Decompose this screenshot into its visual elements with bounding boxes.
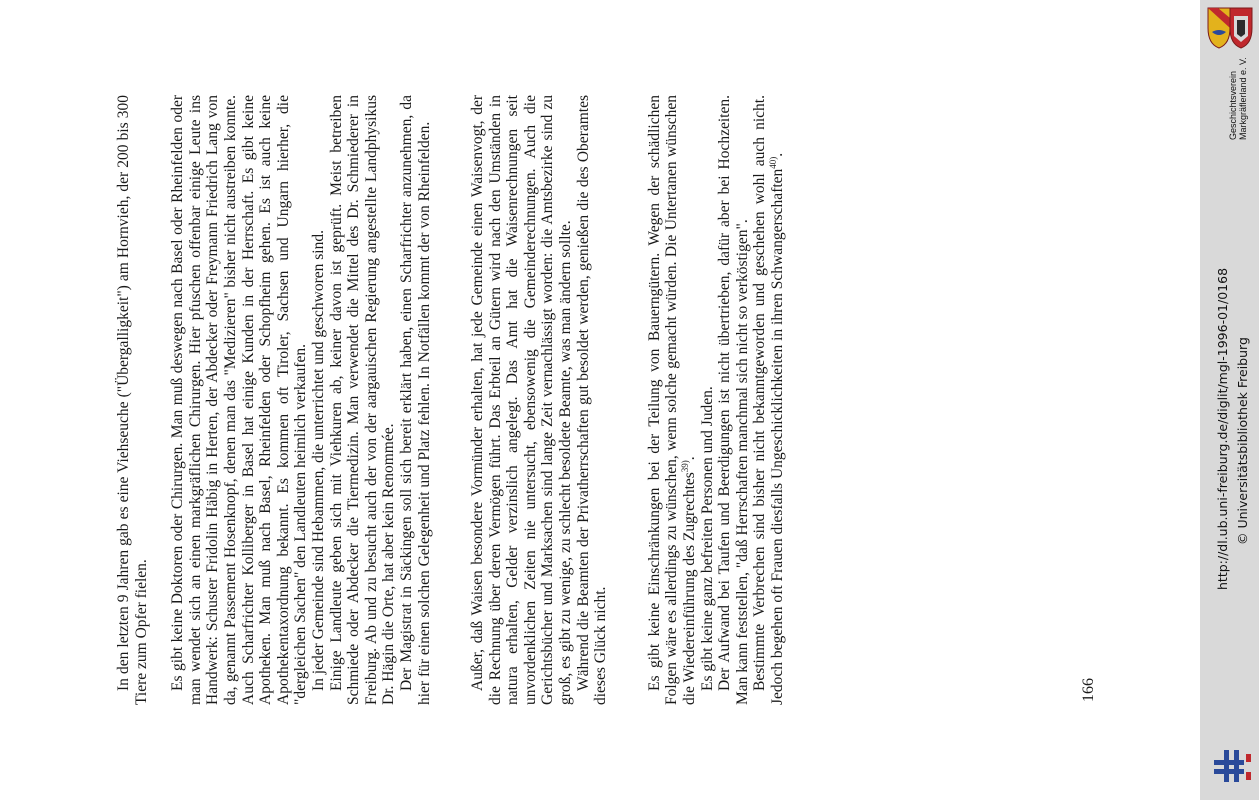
paragraph-7: Während die Beamten der Privatherrschaften gut besoldet werden, genießen die des Oberamtes dieses Glück nicht. [574, 95, 610, 705]
body-text [115, 95, 787, 705]
paragraph-9: Es gibt keine ganz befreiten Personen und Juden. [698, 386, 716, 691]
paragraph-5: Der Magistrat in Säckingen soll sich bereit erklärt haben, einen Scharfrichter anzunehmen, da hier für einen solchen Gelegenheit und Platz fehlen. In Notfällen kommt der von Rheinfelden. [397, 95, 433, 705]
university-library-logo-icon [1210, 748, 1254, 786]
paragraph-4: Einige Landleute geben sich mit Viehkuren ab, keiner davon ist geprüft. Meist betreiben Schmiede oder Abdecker die Tiermedizin. Man verwendet die Mittel des Dr. Schmiederer in Freiburg. Ab und zu besucht auch der von der aargauischen Regierung angestellte Landphysikus Dr. Hägin die Orte, hat aber kein Renommée. [327, 95, 398, 705]
sidebar [1200, 0, 1259, 800]
paragraph-11-end: . [769, 152, 786, 157]
paragraph-8 [646, 95, 699, 705]
sidebar-rotated [1200, 0, 1259, 800]
coat-of-arms-icon [1206, 6, 1254, 50]
society-line-2: Markgräflerland e. V. [1238, 57, 1248, 140]
footnote-ref-40: 40) [767, 156, 778, 169]
paragraph-11 [751, 95, 786, 705]
page-number: 166 [1080, 678, 1097, 702]
footnote-ref-39: 39) [679, 460, 690, 473]
paragraph-1: In den letzten 9 Jahren gab es eine Viehseuche ("Übergalligkeit") am Hornvieh, der 200 bis 300 Tiere zum Opfer fielen. [115, 95, 150, 705]
paragraph-3: In jeder Gemeinde sind Hebammen, die unterrichtet und geschworen sind. [309, 230, 327, 691]
paragraph-10: Der Aufwand bei Taufen und Beerdigungen ist nicht übertrieben, dafür aber bei Hochzeiten. Man kann feststellen, "daß Herrschaften manchmal sich nicht so verköstigen". [716, 95, 751, 705]
paragraph-6: Außer, daß Waisen besondere Vormünder erhalten, hat jede Gemeinde einen Waisenvogt, der die Rechnung über deren Vermögen führt. Das Erbteil an Gütern wird nach den Umständen in natura erhalten, Gelder verzinslich angelegt. Das Amt hat die Waisenrechnungen seit unvordenklichen Zeiten nie untersucht, ebensowenig die Gemeinderechnungen. Auch die Gerichtsbücher und Marksachen sind lange Zeit vernachlässigt worden: die Amtsbezirke sind zu groß, es gibt zu wenige, zu schlecht besoldete Beamte, was man ändern sollte. [469, 95, 575, 705]
copyright-notice: © Universitätsbibliothek Freiburg [1235, 337, 1250, 545]
paragraph-2: Es gibt keine Doktoren oder Chirurgen. Man muß deswegen nach Basel oder Rheinfelden oder man wendet sich an einen markgräflichen Chirurgen. Hier pfuschen offenbar einige Leute ins Handwerk: Schuster Fridolin Häbig in Herten, der Abdecker oder Freymann Friedrich Lang von da, genannt Passement Hosenknopf, denen man das "Medizieren" bisher nicht austreiben konnte. Auch Scharfrichter Kolliberger in Basel hat einige Kunden in der Herrschaft. Es gibt keine Apotheken. Man muß nach Basel, Rheinfelden oder Schopfheim gehen. Es ist auch keine Apothekentaxordnung bekannt. Es kommen oft Tiroler, Sachsen und Ungarn hierher, die "dergleichen Sachen" den Landleuten heimlich verkaufen. [169, 95, 310, 705]
society-line-1: Geschichtsverein [1228, 70, 1238, 140]
paragraph-8-end: . [681, 456, 699, 461]
paragraph-11-text: Bestimmte Verbrechen sind bisher nicht bekanntgeworden und geschehen wohl auch nicht. Jedoch begehen oft Frauen diesfalls Ungeschicklichkeiten in ihren Schwangerschaften [751, 95, 786, 705]
permalink-url[interactable]: http://dl.ub.uni-freiburg.de/diglit/mgl-1996-01/0168 [1215, 267, 1230, 590]
paragraph-8-text: Es gibt keine Einschränkungen bei der Teilung von Bauerngütern. Wegen der schädlichen Folgen wäre es allerdings zu wünschen, wenn solche gemacht würden. Die Untertanen wünschen die Wiedereinführung des Zugrechtes [645, 95, 699, 705]
society-name [1228, 57, 1248, 140]
